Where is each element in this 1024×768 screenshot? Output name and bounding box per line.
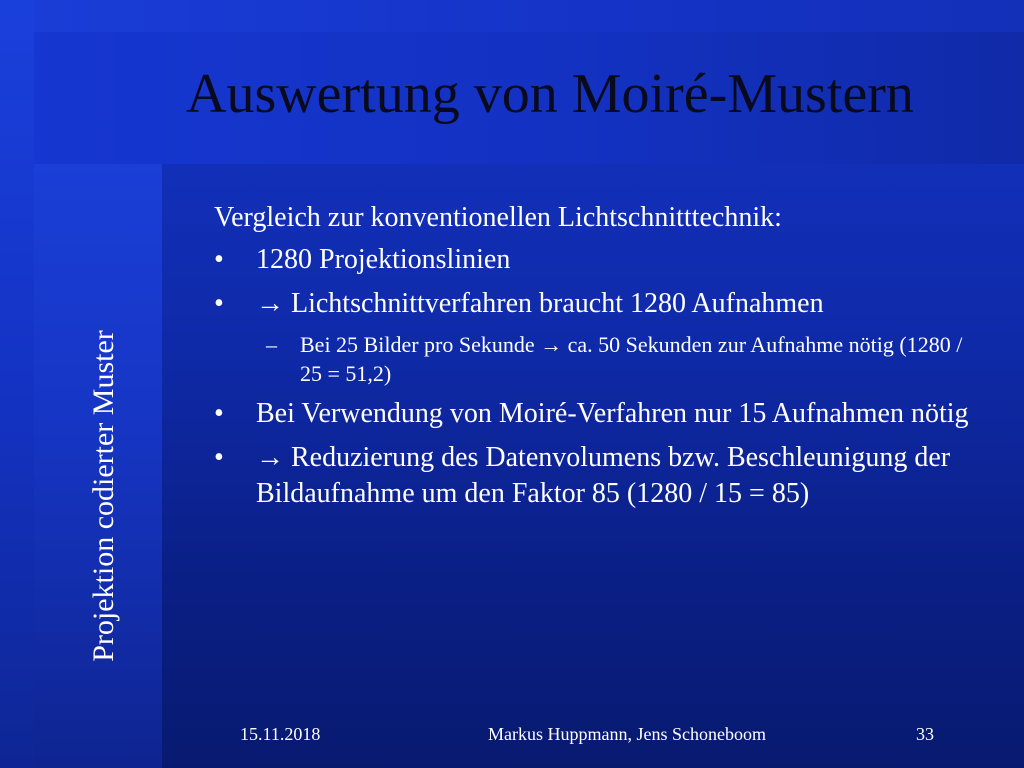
bullet-dot: • — [214, 442, 224, 473]
left-strip — [0, 0, 34, 768]
bullet-text: 1280 Projektionslinien — [256, 244, 511, 275]
bullet-text: Bei Verwendung von Moiré-Verfahren nur 15 Aufnahmen nötig — [256, 398, 969, 429]
intro-text: Vergleich zur konventionellen Lichtschnitttechnik: — [214, 202, 782, 233]
bullet-text: → Lichtschnittverfahren braucht 1280 Aufnahmen — [256, 288, 824, 319]
bullet-item — [214, 286, 974, 322]
top-band — [0, 0, 1024, 32]
bullet-text: → Reduzierung des Datenvolumens bzw. Beschleunigung der Bildaufnahme um den Faktor 85 (1280 / 15 = 85) — [256, 442, 951, 509]
side-label: Projektion codierter Muster — [87, 330, 120, 662]
sub-bullet-dash: – — [266, 332, 277, 357]
bullet-dot: • — [214, 398, 224, 429]
footer-authors: Markus Huppmann, Jens Schoneboom — [488, 724, 766, 744]
bullet-dot: • — [214, 244, 224, 275]
bullet-item — [214, 440, 974, 512]
footer-page-number: 33 — [916, 724, 934, 744]
bullet-item — [214, 242, 974, 278]
sub-bullet-text: Bei 25 Bilder pro Sekunde → ca. 50 Sekunden zur Aufnahme nötig (1280 / 25 = 51,2) — [300, 332, 963, 386]
slide-title: Auswertung von Moiré-Mustern — [186, 63, 914, 125]
bullet-dot: • — [214, 288, 224, 319]
footer-date: 15.11.2018 — [240, 724, 321, 744]
slide-content — [214, 200, 974, 520]
sub-bullet-item — [214, 330, 974, 388]
bullet-item — [214, 396, 974, 432]
